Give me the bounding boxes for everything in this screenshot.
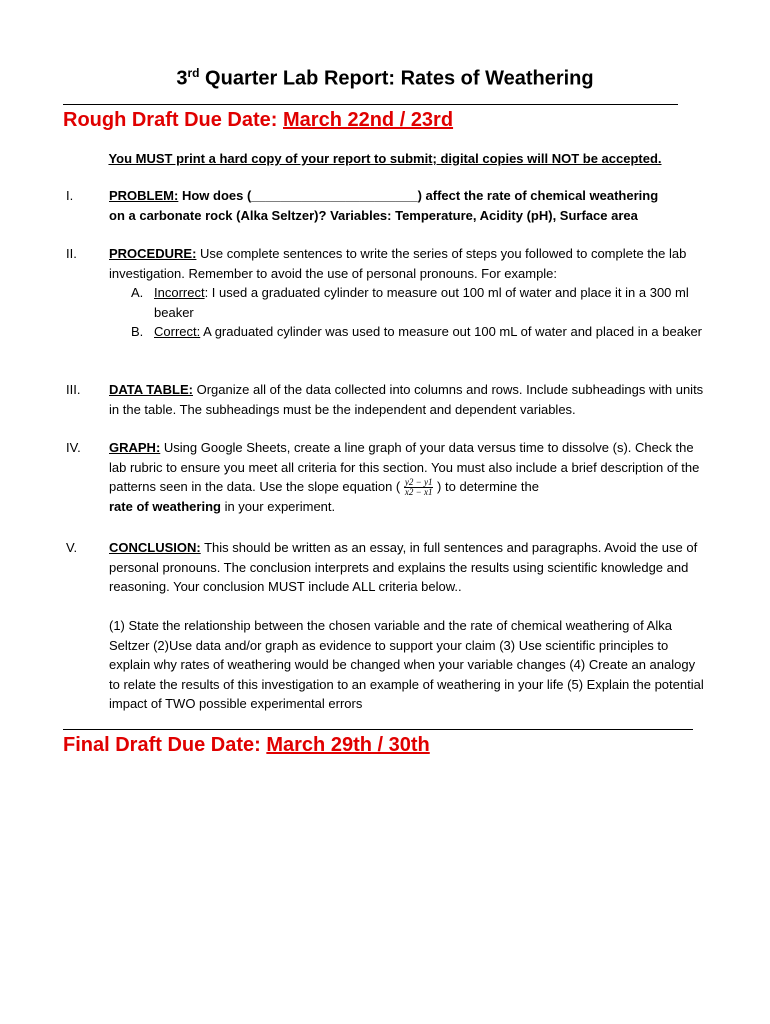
section-heading: PROBLEM: <box>109 188 179 203</box>
section-numeral: IV. <box>66 440 81 455</box>
divider-bottom <box>63 729 693 730</box>
example-incorrect: A. Incorrect: I used a graduated cylinder to measure out 100 ml of water and place it in a 300 ml beaker <box>131 285 689 320</box>
final-draft-label: Final Draft Due Date: <box>63 734 267 756</box>
section-body: DATA TABLE: Organize all of the data collected into columns and rows. Include subheadings with units in the table. The subheadings must be the independent and dependent variables. <box>109 382 704 417</box>
rough-draft-due <box>63 109 453 132</box>
final-draft-date: March 29th / 30th <box>266 734 430 756</box>
section-numeral: V. <box>66 540 78 555</box>
section-numeral: I. <box>66 188 74 203</box>
print-notice: You MUST print a hard copy of your report to submit; digital copies will NOT be accepted. <box>108 151 662 166</box>
section-heading: CONCLUSION: <box>109 540 201 555</box>
divider-top <box>63 104 678 105</box>
conclusion-criteria: (1) State the relationship between the chosen variable and the rate of chemical weathering of Alka Seltzer (2)Use data and/or graph as evidence to support your claim (3) Use scientific principles to explain why rates of weathering would be changed when your variable changes (4) Create an analogy to relate the results of this investigation to an example of weathering in your life (5) Explain the potential impact of TWO possible experimental errors <box>109 618 704 711</box>
title-superscript: rd <box>187 66 200 80</box>
section-heading: GRAPH: <box>109 440 161 455</box>
section-body: PROCEDURE: Use complete sentences to write the series of steps you followed to complete the lab investigation. Remember to avoid the use of personal pronouns. For example: A. Incorrect: I used a graduated cylinder to measure out 100 ml of water and place it in a 300 ml beaker B. Correct: A graduated cylinder was used to measure out 100 mL of water and placed in a beaker <box>109 244 709 342</box>
section-body: PROBLEM: How does (_______________________) affect the rate of chemical weathering on a carbonate rock (Alka Seltzer)? Variables: Temperature, Acidity (pH), Surface area <box>109 188 659 223</box>
section-numeral: III. <box>66 382 81 397</box>
page-title: 3rd Quarter Lab Report: Rates of Weathering <box>176 66 594 90</box>
section-heading: DATA TABLE: <box>109 382 193 397</box>
slope-equation: $\frac{y2 - y1}{x2 - x1}$ <box>404 477 433 498</box>
variable-blank: _______________________ <box>251 188 418 203</box>
final-draft-due <box>63 734 430 757</box>
rough-draft-date: March 22nd / 23rd <box>283 109 454 131</box>
example-correct: B. Correct: A graduated cylinder was used to measure out 100 mL of water and placed in a beaker <box>131 324 703 339</box>
section-numeral: II. <box>66 246 77 261</box>
section-heading: PROCEDURE: <box>109 246 197 261</box>
section-body: CONCLUSION: This should be written as an essay, in full sentences and paragraphs. Avoid the use of personal pronouns. The conclusion interprets and explains the results using scientific knowledge and reasoning. Your conclusion MUST include ALL criteria below.. (1) State the relationship between the chosen variable and the rate of chemical weathering of Alka Seltzer (2)Use data and/or graph as evidence to support your claim (3) Use scientific principles to explain why rates of weathering would be changed when your variable changes (4) Create an analogy to relate the results of this investigation to an example of weathering in your life (5) Explain the potential impact of TWO possible experimental errors <box>109 538 709 714</box>
section-body: GRAPH: Using Google Sheets, create a line graph of your data versus time to dissolve (s). Check the lab rubric to ensure you meet all criteria for this section. You must also include a brief description of the patterns seen in the data. Use the slope equation ( $\frac{y2 - y1}{x2 - x1}$ ) to determine the rate of weathering in your experiment. <box>109 440 700 515</box>
rough-draft-label: Rough Draft Due Date: <box>63 109 283 131</box>
